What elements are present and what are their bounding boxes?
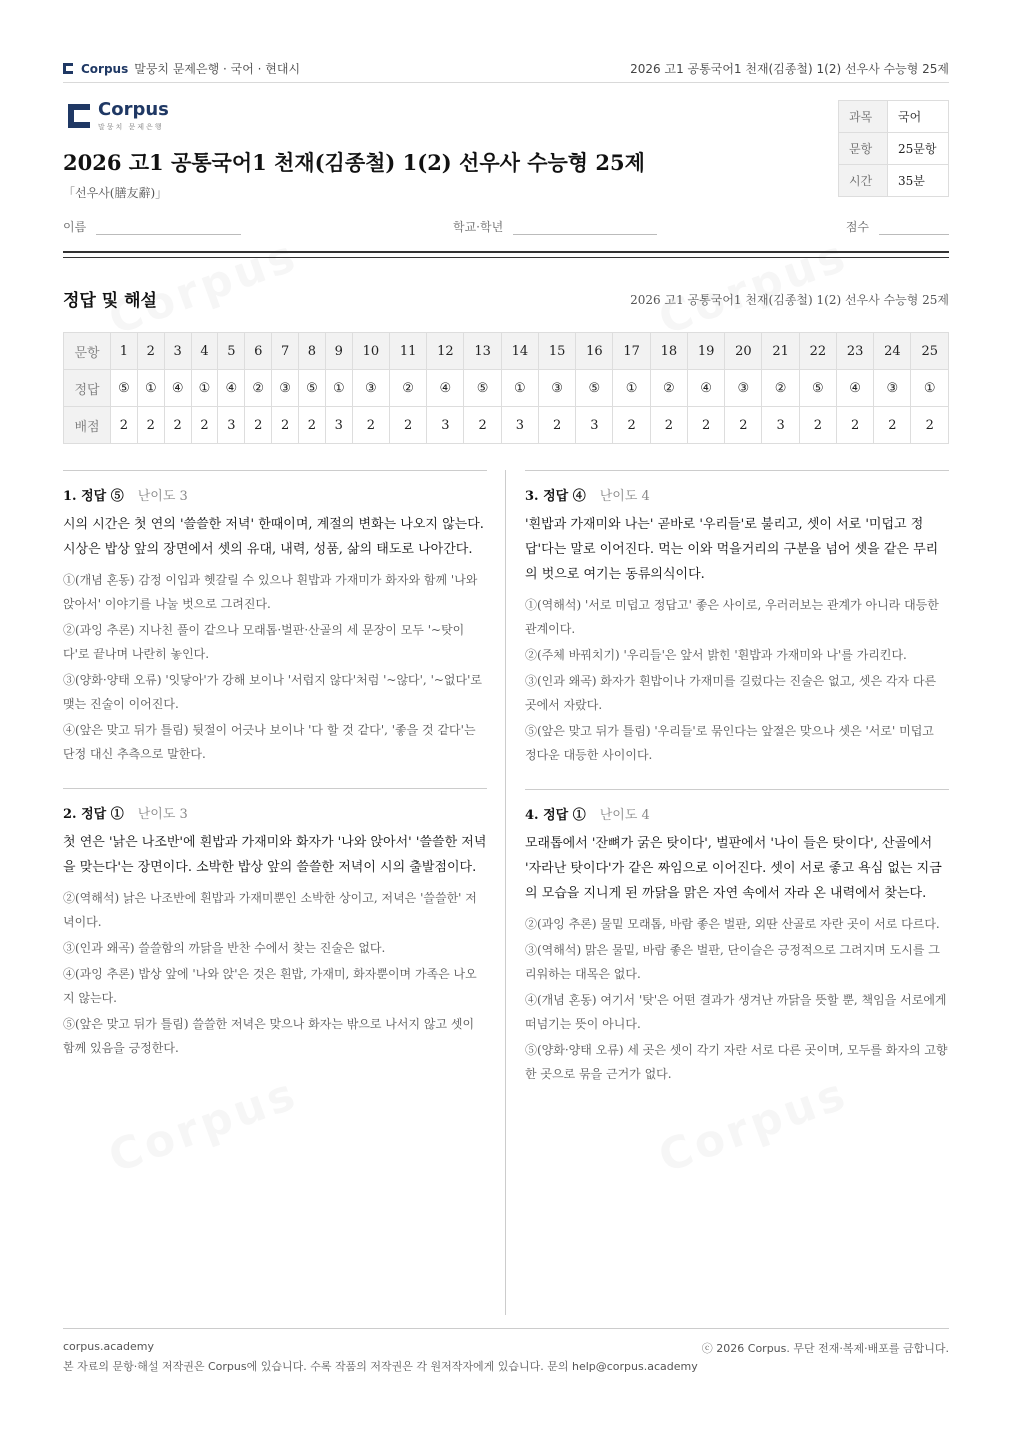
distractor-note: ②(주체 바꿔치기) '우리들'은 앞서 밝힌 '흰밥과 가재미와 나'를 가리킨다. (525, 648, 907, 662)
points-cell: 2 (874, 407, 911, 444)
question-number-cell: 13 (464, 333, 501, 370)
points-cell: 2 (836, 407, 873, 444)
answer-cell: ⑤ (799, 370, 836, 407)
info-value: 25문항 (888, 133, 949, 165)
points-cell: 3 (762, 407, 799, 444)
score-field[interactable] (879, 218, 949, 235)
brand-logo-icon (63, 63, 73, 74)
answer-cell: ④ (218, 370, 245, 407)
points-cell: 3 (218, 407, 245, 444)
question-number-cell: 24 (874, 333, 911, 370)
points-cell: 2 (613, 407, 650, 444)
explanation-item (525, 470, 949, 767)
brand-name: Corpus (81, 61, 129, 76)
answer-cell: ③ (538, 370, 575, 407)
student-fields (63, 218, 949, 238)
answer-cell: ⑤ (299, 370, 326, 407)
points-cell: 2 (191, 407, 218, 444)
points-cell: 2 (137, 407, 164, 444)
answer-cell: ② (650, 370, 687, 407)
right-column (525, 470, 949, 1108)
answer-cell: ① (325, 370, 352, 407)
item-answer: 4. 정답 ① (525, 808, 586, 823)
item-answer: 2. 정답 ① (63, 807, 124, 822)
distractor-note: ③(인과 왜곡) 쓸쓸함의 까닭을 반찬 수에서 찾는 진술은 없다. (63, 941, 386, 955)
distractor-note: ②(과잉 추론) 물밑 모래톱, 바람 좋은 벌판, 외딴 산골로 자란 곳이 서로 다르다. (525, 917, 940, 931)
item-heading (63, 485, 487, 504)
points-cell: 2 (725, 407, 762, 444)
page-title: 2026 고1 공통국어1 천재(김종철) 1(2) 선우사 수능형 25제 (63, 150, 645, 175)
logo-mark-icon (68, 104, 90, 128)
answer-cell: ③ (725, 370, 762, 407)
points-cell: 2 (687, 407, 724, 444)
points-cell: 2 (352, 407, 389, 444)
points-cell: 3 (501, 407, 538, 444)
watermark (652, 230, 855, 345)
info-key: 시간 (839, 165, 888, 197)
difficulty-label: 난이도 3 (137, 489, 188, 504)
info-key: 문항 (839, 133, 888, 165)
difficulty-label: 난이도 4 (599, 489, 650, 504)
item-explanation: 시의 시간은 첫 연의 '쓸쓸한 저녁' 한때이며, 계절의 변화는 나오지 않는다. 시상은 밥상 앞의 장면에서 셋의 유대, 내력, 성품, 삶의 태도로 나아간다. (63, 517, 484, 557)
footer (63, 1328, 949, 1373)
points-cell: 2 (389, 407, 426, 444)
points-cell: 2 (538, 407, 575, 444)
footer-site: corpus.academy (63, 1340, 154, 1353)
distractor-note: ⑤(양화·양태 오류) 세 곳은 셋이 각기 자란 서로 다른 곳이며, 모두를 화자의 고향 한 곳으로 묶을 근거가 없다. (525, 1043, 948, 1081)
question-number-cell: 8 (299, 333, 326, 370)
explanation-item (63, 470, 487, 766)
points-cell: 2 (245, 407, 272, 444)
question-number-cell: 9 (325, 333, 352, 370)
explanation-item (63, 788, 487, 1060)
info-box (838, 100, 949, 197)
answer-cell: ④ (427, 370, 464, 407)
answer-cell: ③ (874, 370, 911, 407)
row-label: 정답 (64, 370, 111, 407)
school-field[interactable] (513, 218, 657, 235)
question-number-cell: 4 (191, 333, 218, 370)
question-number-cell: 14 (501, 333, 538, 370)
question-number-cell: 10 (352, 333, 389, 370)
points-cell: 2 (464, 407, 501, 444)
name-field[interactable] (96, 218, 241, 235)
left-column (63, 470, 487, 1082)
question-number-cell: 3 (164, 333, 191, 370)
answer-cell: ⑤ (111, 370, 138, 407)
answer-cell: ④ (687, 370, 724, 407)
info-value: 국어 (888, 101, 949, 133)
item-answer: 1. 정답 ⑤ (63, 489, 124, 504)
section-doc-title: 2026 고1 공통국어1 천재(김종철) 1(2) 선우사 수능형 25제 (630, 293, 949, 307)
answer-table-points-row (64, 407, 949, 444)
question-number-cell: 11 (389, 333, 426, 370)
row-label: 배점 (64, 407, 111, 444)
question-number-cell: 15 (538, 333, 575, 370)
item-heading (525, 804, 949, 823)
logo-word: Corpus (98, 99, 169, 120)
question-number-cell: 5 (218, 333, 245, 370)
answer-cell: ② (389, 370, 426, 407)
explanation-item (525, 789, 949, 1086)
answer-cell: ① (501, 370, 538, 407)
item-explanation: 모래톱에서 '잔뼈가 굵은 탓이다', 벌판에서 '나이 들은 탓이다', 산골에서 '자라난 탓이다'가 같은 짜임으로 이어진다. 셋이 서로 좋고 욕심 없는 지금의 모습을 지니게 된 까닭을 맑은 자연 속에서 자라 온 내력에서 찾는다. (525, 836, 942, 901)
distractor-note: ③(양화·양태 오류) '잇닿아'가 강해 보이나 '서럽지 않다'처럼 '~않다', '~없다'로 맺는 진술이 이어진다. (63, 673, 482, 711)
question-number-cell: 7 (272, 333, 299, 370)
item-answer: 3. 정답 ④ (525, 489, 586, 504)
question-number-cell: 6 (245, 333, 272, 370)
question-number-cell: 17 (613, 333, 650, 370)
item-explanation: '흰밥과 가재미와 나는' 곧바로 '우리들'로 불리고, 셋이 서로 '미덥고 정답'다는 말로 이어진다. 먹는 이와 먹을거리의 구분을 넘어 셋을 같은 무리의 벗으로 여기는 동류의식이다. (525, 517, 939, 582)
points-cell: 2 (299, 407, 326, 444)
answer-table-number-row (64, 333, 949, 370)
points-cell: 3 (325, 407, 352, 444)
points-cell: 3 (427, 407, 464, 444)
info-value: 35분 (888, 165, 949, 197)
distractor-note: ②(과잉 추론) 지나친 풀이 같으나 모래톱·벌판·산골의 세 문장이 모두 '~탓이다'로 끝나며 나란히 놓인다. (63, 623, 465, 661)
answer-cell: ① (911, 370, 949, 407)
answer-cell: ④ (164, 370, 191, 407)
logo-subtitle: 말뭉치 문제은행 (98, 123, 164, 131)
distractor-note: ④(앞은 맞고 뒤가 틀림) 뒷절이 어긋나 보이나 '다 할 것 같다', '좋을 것 같다'는 단정 대신 추측으로 말한다. (63, 723, 476, 761)
header-divider (63, 251, 949, 258)
distractor-note: ④(과잉 추론) 밥상 앞에 '나와 앉'은 것은 흰밥, 가재미, 화자뿐이며 가족은 나오지 않는다. (63, 967, 477, 1005)
question-number-cell: 18 (650, 333, 687, 370)
section-title: 정답 및 해설 (63, 291, 157, 311)
distractor-note: ③(역해석) 맑은 물밑, 바람 좋은 벌판, 단이슬은 긍정적으로 그려지며 도시를 그리워하는 대목은 없다. (525, 943, 940, 981)
answer-cell: ① (191, 370, 218, 407)
school-label: 학교·학년 (453, 220, 504, 234)
answer-cell: ③ (352, 370, 389, 407)
question-number-cell: 21 (762, 333, 799, 370)
top-doc-title: 2026 고1 공통국어1 천재(김종철) 1(2) 선우사 수능형 25제 (630, 62, 949, 76)
question-number-cell: 2 (137, 333, 164, 370)
points-cell: 3 (576, 407, 613, 444)
footer-copyright: ⓒ 2026 Corpus. 무단 전재·복제·배포를 금합니다. (701, 1342, 949, 1355)
page-subtitle: 「선우사(膳友辭)」 (63, 186, 168, 200)
answer-cell: ① (613, 370, 650, 407)
question-number-cell: 16 (576, 333, 613, 370)
answer-cell: ② (762, 370, 799, 407)
score-label: 점수 (845, 220, 869, 234)
points-cell: 2 (799, 407, 836, 444)
difficulty-label: 난이도 3 (137, 807, 188, 822)
column-divider (505, 470, 506, 1315)
item-explanation: 첫 연은 '낡은 나조반'에 흰밥과 가재미와 화자가 '나와 앉아서' '쓸쓸한 저녁을 맞는다'는 장면이다. 소박한 밥상 앞의 쓸쓸한 저녁이 시의 출발점이다. (63, 835, 487, 875)
corpus-logo (68, 101, 169, 132)
points-cell: 2 (911, 407, 949, 444)
distractor-note: ③(인과 왜곡) 화자가 흰밥이나 가재미를 길렀다는 진술은 없고, 셋은 각자 다른 곳에서 자랐다. (525, 674, 937, 712)
answer-cell: ② (245, 370, 272, 407)
question-number-cell: 25 (911, 333, 949, 370)
points-cell: 2 (111, 407, 138, 444)
question-number-cell: 20 (725, 333, 762, 370)
answer-cell: ⑤ (576, 370, 613, 407)
info-key: 과목 (839, 101, 888, 133)
difficulty-label: 난이도 4 (599, 808, 650, 823)
distractor-note: ①(개념 혼동) 감정 이입과 헷갈릴 수 있으나 흰밥과 가재미가 화자와 함께 '나와 앉아서' 이야기를 나눌 벗으로 그려진다. (63, 573, 478, 611)
points-cell: 2 (164, 407, 191, 444)
question-number-cell: 22 (799, 333, 836, 370)
footer-notice: 본 자료의 문항·해설 저작권은 Corpus에 있습니다. 수록 작품의 저작권은 각 원저작자에게 있습니다. 문의 help@corpus.academy (63, 1360, 698, 1373)
question-number-cell: 23 (836, 333, 873, 370)
distractor-note: ②(역해석) 낡은 나조반에 흰밥과 가재미뿐인 소박한 상이고, 저녁은 '쓸쓸한' 저녁이다. (63, 891, 477, 929)
item-heading (63, 803, 487, 822)
answer-cell: ④ (836, 370, 873, 407)
answer-cell: ⑤ (464, 370, 501, 407)
answer-cell: ③ (272, 370, 299, 407)
question-number-cell: 19 (687, 333, 724, 370)
watermark (102, 1068, 305, 1183)
breadcrumb: 말뭉치 문제은행 · 국어 · 현대시 (134, 62, 301, 76)
question-number-cell: 12 (427, 333, 464, 370)
item-heading (525, 485, 949, 504)
question-number-cell: 1 (111, 333, 138, 370)
answer-table-answer-row (64, 370, 949, 407)
name-label: 이름 (63, 220, 87, 234)
distractor-note: ⑤(앞은 맞고 뒤가 틀림) 쓸쓸한 저녁은 맞으나 화자는 밖으로 나서지 않고 셋이 함께 있음을 긍정한다. (63, 1017, 475, 1055)
distractor-note: ④(개념 혼동) 여기서 '탓'은 어떤 결과가 생겨난 까닭을 뜻할 뿐, 책임을 서로에게 떠넘기는 뜻이 아니다. (525, 993, 947, 1031)
answer-cell: ① (137, 370, 164, 407)
top-bar (63, 58, 949, 83)
row-label: 문항 (64, 333, 111, 370)
distractor-note: ⑤(앞은 맞고 뒤가 틀림) '우리들'로 묶인다는 앞절은 맞으나 셋은 '서로' 미덥고 정다운 대등한 사이이다. (525, 724, 934, 762)
points-cell: 2 (650, 407, 687, 444)
answer-table (63, 332, 949, 444)
points-cell: 2 (272, 407, 299, 444)
distractor-note: ①(역해석) '서로 미덥고 정답고' 좋은 사이로, 우러러보는 관계가 아니라 대등한 관계이다. (525, 598, 939, 636)
